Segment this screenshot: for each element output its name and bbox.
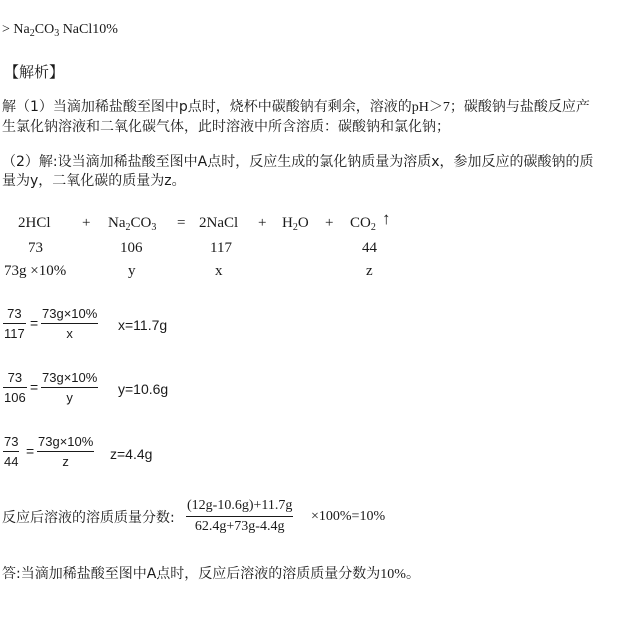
ratio2-right-fraction: $\frac{73g\times 10\%}{y}$: [42, 370, 98, 405]
ratio3-equals: =: [26, 443, 35, 459]
gas-arrow-icon: ↑: [382, 209, 391, 228]
ratio3-result: z=4.4g: [110, 446, 153, 462]
top-answer-line: [2, 22, 118, 38]
mass-hcl: 73: [28, 240, 43, 256]
ratio3-left-fraction: $\frac{73}{44}$: [4, 434, 19, 469]
eq-equals: =: [177, 215, 186, 231]
part2-line1: （2）解:设当滴加稀盐酸至图中A点时，反应生成的氯化钠质量为溶质x，参加反应的碳酸钠的质: [2, 154, 594, 170]
final-answer: 答:当滴加稀盐酸至图中A点时，反应后溶液的溶质质量分数为10%。: [2, 566, 420, 582]
ratio1-equals: =: [30, 315, 39, 331]
ratio2-left-fraction: $\frac{73}{106}$: [4, 370, 26, 405]
part1-line1: 解（1）当滴加稀盐酸至图中p点时，烧杯中碳酸钠有剩余，溶液的pH＞7；碳酸钠与盐酸反应产: [2, 99, 590, 115]
analysis-heading: 【解析】: [4, 63, 65, 81]
percent-value: 10%: [92, 22, 118, 37]
eq-plus-1: +: [82, 215, 91, 231]
part2-line2: 量为y，二氧化碳的质量为z。: [2, 173, 186, 189]
ratio2-result: y=10.6g: [118, 381, 169, 397]
eq-carbon-dioxide: $CO_2$: [350, 215, 376, 233]
given-hcl: 73g ×10%: [4, 263, 67, 279]
ratio2-equals: =: [30, 379, 39, 395]
sodium-carbonate-formula: $Na_2CO_3$: [13, 22, 60, 39]
final-calc-tail: ×100%=10%: [311, 509, 386, 524]
unknown-x: x: [215, 263, 223, 279]
ph-value: pH＞7: [411, 100, 450, 115]
ratio1-right-fraction: $\frac{73g\times 10\%}{x}$: [42, 306, 98, 341]
eq-plus-3: +: [325, 215, 334, 231]
ratio3-right-fraction: $\frac{73g\times 10\%}{z}$: [38, 434, 94, 469]
mass-carbon-dioxide: 44: [362, 240, 377, 256]
unknown-y: y: [128, 263, 136, 279]
eq-sodium-chloride: 2NaCl: [199, 215, 239, 231]
final-calc-fraction: $\frac{(12g-10.6g)+11.7g}{62.4g+73g-4.4g}$: [187, 498, 293, 534]
mass-sodium-chloride: 117: [210, 240, 232, 256]
eq-hcl: 2HCl: [18, 215, 51, 231]
unknown-z: z: [366, 263, 373, 279]
ratio1-result: x=11.7g: [118, 317, 168, 333]
sodium-chloride-formula: NaCl: [62, 22, 93, 37]
eq-plus-2: +: [258, 215, 267, 231]
final-calc-label: 反应后溶液的溶质质量分数:: [2, 510, 175, 526]
eq-sodium-carbonate: $Na_2CO_3$: [108, 215, 157, 233]
ratio1-left-fraction: $\frac{73}{117}$: [4, 306, 25, 341]
eq-water: $H_2O$: [282, 215, 309, 233]
greater-than-sign: >: [2, 22, 10, 37]
mass-sodium-carbonate: 106: [120, 240, 143, 256]
part1-line2: 生氯化钠溶液和二氧化碳气体，此时溶液中所含溶质：碳酸钠和氯化钠；: [2, 119, 450, 135]
answer-percent: 10%: [380, 567, 406, 582]
